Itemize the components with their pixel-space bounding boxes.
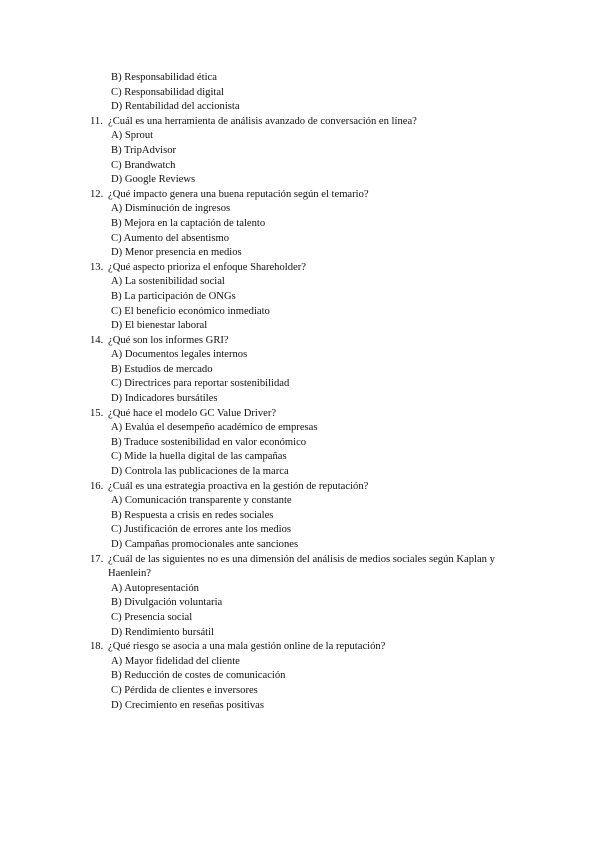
option-item: C) Pérdida de clientes e inversores bbox=[111, 684, 258, 696]
option-item: B) Mejora en la captación de talento bbox=[111, 217, 266, 229]
option-item: B) Reducción de costes de comunicación bbox=[111, 670, 286, 682]
option-item: D) Controla las publicaciones de la marca bbox=[111, 466, 289, 478]
question-15 bbox=[90, 407, 530, 422]
option-item: A) La sostenibilidad social bbox=[111, 276, 225, 288]
option-item: A) Documentos legales internos bbox=[111, 349, 248, 361]
question-16 bbox=[90, 480, 530, 495]
option-item: C) Justificación de errores ante los medios bbox=[111, 524, 292, 536]
question-list bbox=[90, 71, 530, 713]
question-text: ¿Qué impacto genera una buena reputación según el temario? bbox=[108, 188, 369, 200]
option-item: D) Rendimiento bursátil bbox=[111, 626, 214, 638]
option-item: A) Evalúa el desempeño académico de empresas bbox=[111, 422, 318, 434]
question-13 bbox=[90, 261, 530, 276]
question-number: 14. bbox=[90, 334, 104, 346]
option-item: B) Traduce sostenibilidad en valor económico bbox=[111, 436, 307, 448]
option-item: D) Indicadores bursátiles bbox=[111, 393, 218, 405]
question-number: 17. bbox=[90, 553, 104, 565]
option-item: D) Menor presencia en medios bbox=[111, 247, 242, 259]
option-item: B) Respuesta a crisis en redes sociales bbox=[111, 509, 274, 521]
option-item: B) Estudios de mercado bbox=[111, 363, 213, 375]
question-number: 11. bbox=[90, 115, 103, 127]
question-17 bbox=[90, 553, 530, 568]
option-item: A) Sprout bbox=[111, 130, 154, 142]
option-item: D) Google Reviews bbox=[111, 174, 196, 186]
question-text-continuation: Haenlein? bbox=[108, 568, 151, 580]
question-11 bbox=[90, 115, 530, 130]
question-text: ¿Cuál de las siguientes no es una dimensión del análisis de medios sociales según Kaplan y bbox=[108, 553, 495, 565]
option-item: C) Brandwatch bbox=[111, 159, 176, 171]
question-14 bbox=[90, 334, 530, 349]
option-item: C) Responsabilidad digital bbox=[111, 86, 224, 98]
question-text: ¿Qué riesgo se asocia a una mala gestión online de la reputación? bbox=[108, 641, 386, 653]
option-item: C) Directrices para reportar sostenibilidad bbox=[111, 378, 290, 390]
option-item: B) Responsabilidad ética bbox=[111, 72, 217, 83]
option-item: C) Mide la huella digital de las campañas bbox=[111, 451, 287, 463]
option-item: C) El beneficio económico inmediato bbox=[111, 305, 270, 317]
question-12 bbox=[90, 188, 530, 203]
question-number: 15. bbox=[90, 407, 104, 419]
question-number: 12. bbox=[90, 188, 104, 200]
question-number: 13. bbox=[90, 261, 104, 273]
question-text: ¿Cuál es una estrategia proactiva en la gestión de reputación? bbox=[108, 480, 369, 492]
question-text: ¿Cuál es una herramienta de análisis avanzado de conversación en línea? bbox=[108, 115, 417, 127]
option-item: A) Disminución de ingresos bbox=[111, 203, 231, 215]
option-item: A) Comunicación transparente y constante bbox=[111, 495, 292, 507]
option-item: B) La participación de ONGs bbox=[111, 290, 236, 302]
option-item: C) Aumento del absentismo bbox=[111, 232, 229, 244]
option-item: A) Mayor fidelidad del cliente bbox=[111, 655, 240, 667]
option-item: B) TripAdvisor bbox=[111, 144, 177, 156]
question-text: ¿Qué hace el modelo GC Value Driver? bbox=[108, 407, 277, 419]
question-number: 16. bbox=[90, 480, 104, 492]
option-item: A) Autopresentación bbox=[111, 582, 199, 594]
option-item: B) Divulgación voluntaria bbox=[111, 597, 223, 609]
question-18 bbox=[90, 640, 530, 655]
option-item: C) Presencia social bbox=[111, 611, 193, 623]
option-item: D) El bienestar laboral bbox=[111, 320, 208, 332]
question-text: ¿Qué aspecto prioriza el enfoque Shareholder? bbox=[108, 261, 306, 273]
option-item: D) Campañas promocionales ante sanciones bbox=[111, 539, 299, 550]
option-item: D) Rentabilidad del accionista bbox=[111, 101, 240, 113]
question-number: 18. bbox=[90, 641, 104, 653]
question-text: ¿Qué son los informes GRI? bbox=[108, 334, 229, 346]
option-item: D) Crecimiento en reseñas positivas bbox=[111, 699, 264, 711]
